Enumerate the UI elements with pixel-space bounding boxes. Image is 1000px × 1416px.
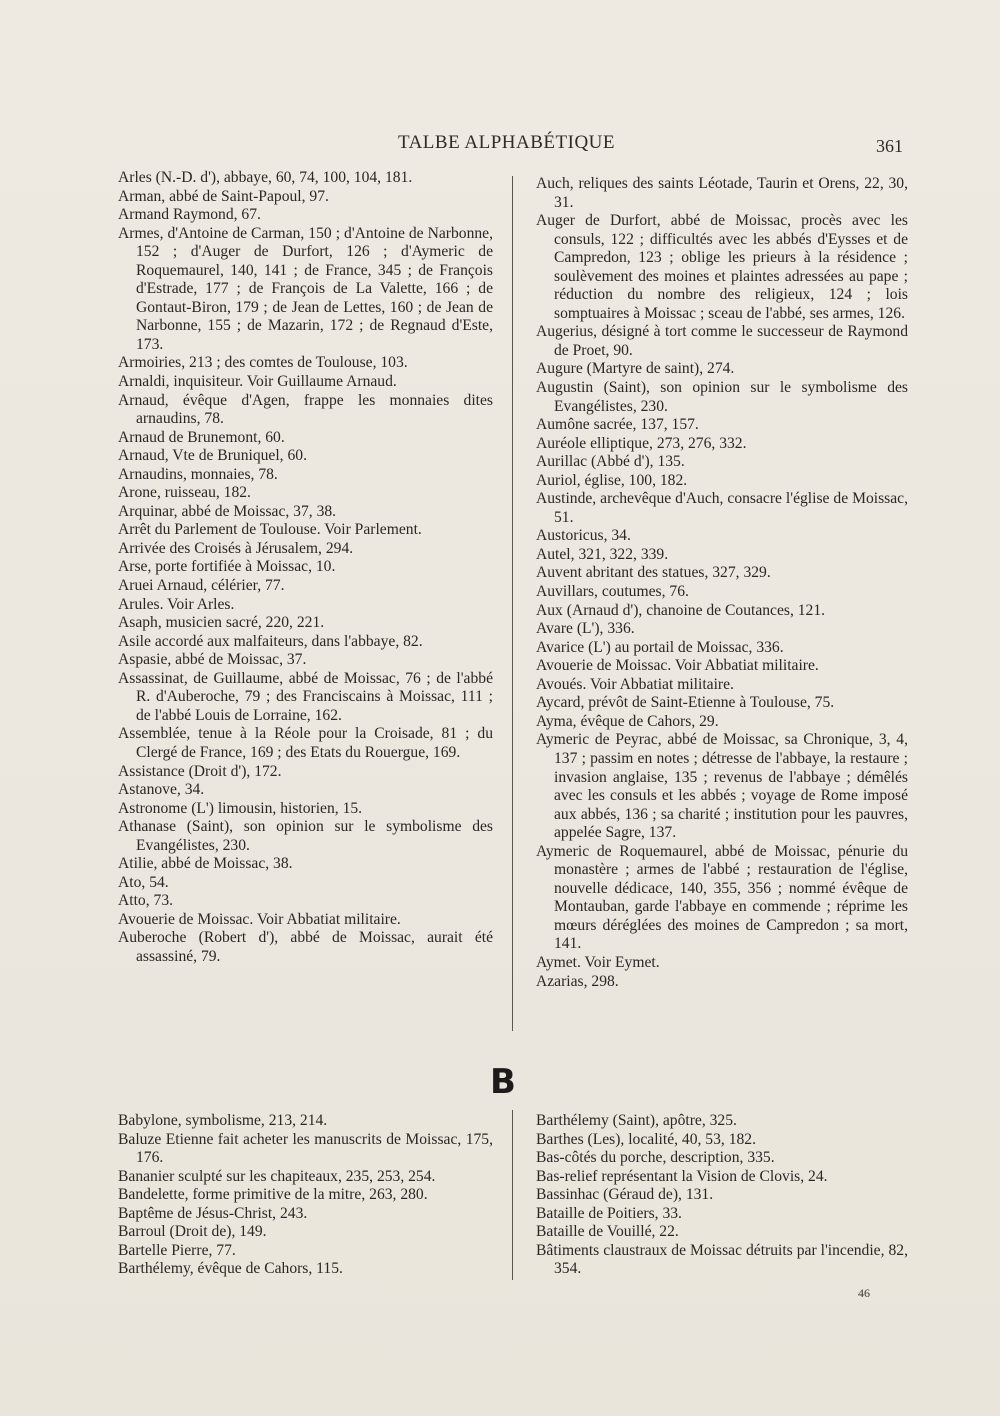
index-entry: Avare (L'), 336. (536, 620, 635, 638)
index-entry: Arrêt du Parlement de Toulouse. Voir Parlement. (118, 521, 422, 539)
running-head (0, 130, 1000, 160)
index-entry: Asaph, musicien sacré, 220, 221. (118, 614, 325, 632)
index-entry: Bataille de Vouillé, 22. (536, 1223, 679, 1241)
index-entry: Augure (Martyre de saint), 274. (536, 360, 735, 378)
index-entry: Astronome (L') limousin, historien, 15. (118, 799, 363, 817)
index-entry: Arone, ruisseau, 182. (118, 484, 251, 502)
index-entry: Auvent abritant des statues, 327, 329. (536, 564, 771, 582)
index-entry: Baluze Etienne fait acheter les manuscrits de Moissac, 175, 176. (118, 1130, 493, 1167)
index-entry: Ato, 54. (118, 873, 169, 891)
index-entry: Armand Raymond, 67. (118, 206, 261, 224)
index-entry: Bassinhac (Géraud de), 131. (536, 1186, 714, 1204)
index-entry: Arse, porte fortifiée à Moissac, 10. (118, 558, 336, 576)
index-entry: Arrivée des Croisés à Jérusalem, 294. (118, 539, 354, 557)
index-entry: Assemblée, tenue à la Réole pour la Croisade, 81 ; du Clergé de France, 169 ; des Etats du Rouergue, 169. (118, 725, 493, 761)
index-entry: Assassinat, de Guillaume, abbé de Moissac, 76 ; de l'abbé R. d'Auberoche, 79 ; des Franciscains à Moissac, 111 ; de l'abbé Louis de Lorraine, 162. (118, 669, 493, 724)
index-entry: Avouerie de Moissac. Voir Abbatiat militaire. (118, 910, 401, 928)
index-entry: Bas-relief représentant la Vision de Clovis, 24. (536, 1167, 828, 1185)
index-entry: Auch, reliques des saints Léotade, Taurin et Orens, 22, 30, 31. (536, 175, 908, 211)
index-entry: Barthes (Les), localité, 40, 53, 182. (536, 1130, 756, 1148)
index-entry: Aurillac (Abbé d'), 135. (536, 453, 685, 471)
index-entry: Aymeric de Peyrac, abbé de Moissac, sa Chronique, 3, 4, 137 ; passim en notes ; détresse de l'abbaye, la restaure ; invasion anglaise, 135 ; revenus de l'abbaye ; démêlés avec les consuls et les abbés ; voyage de Rome imposé aux abbés, 136 ; sa charité ; institution pour les pauvres, appelée Sagre, 137. (536, 731, 908, 842)
index-entry: Aycard, prévôt de Saint-Etienne à Toulouse, 75. (536, 694, 835, 712)
index-entry: Barthélemy (Saint), apôtre, 325. (536, 1112, 737, 1129)
index-entry: Austoricus, 34. (536, 527, 631, 545)
index-entry: Assistance (Droit d'), 172. (118, 762, 282, 780)
column-divider (512, 176, 513, 1031)
page-title: TALBE ALPHABÉTIQUE (398, 132, 615, 153)
index-entry: Aymet. Voir Eymet. (536, 953, 660, 971)
index-entry: Auréole elliptique, 273, 276, 332. (536, 434, 747, 452)
index-entry: Auger de Durfort, abbé de Moissac, procès avec les consuls, 122 ; difficultés avec les abbés d'Eysses et de Campredon, 123 ; oblige les prieurs à la résidence ; soulèvement des moines et plaintes adressées au pape ; réduction du nombre des religieux, 124 ; lois somptuaires à Moissac ; sceau de l'abbé, ses armes, 126. (536, 212, 908, 322)
index-entry: Arnaldi, inquisiteur. Voir Guillaume Arnaud. (118, 373, 397, 391)
index-entry: Bartelle Pierre, 77. (118, 1241, 236, 1259)
index-entry: Arules. Voir Arles. (118, 595, 235, 613)
index-entry: Aux (Arnaud d'), chanoine de Coutances, 121. (536, 601, 826, 619)
index-entry: Armoiries, 213 ; des comtes de Toulouse, 103. (118, 354, 408, 372)
index-entry: Auvillars, coutumes, 76. (536, 583, 689, 601)
index-entry: Barthélemy, évêque de Cahors, 115. (118, 1260, 343, 1278)
index-entry: Bas-côtés du porche, description, 335. (536, 1149, 775, 1167)
folio-number: 46 (858, 1286, 870, 1300)
index-entry: Austinde, archevêque d'Auch, consacre l'église de Moissac, 51. (536, 490, 908, 526)
index-entry: Auberoche (Robert d'), abbé de Moissac, aurait été assassiné, 79. (118, 929, 493, 965)
index-entry: Auriol, église, 100, 182. (536, 471, 688, 489)
index-entry: Arnaudins, monnaies, 78. (118, 465, 278, 483)
index-entry: Avouerie de Moissac. Voir Abbatiat militaire. (536, 657, 819, 675)
index-column-left-b (118, 1112, 493, 1279)
index-entry: Barroul (Droit de), 149. (118, 1223, 267, 1241)
index-entry: Asile accordé aux malfaiteurs, dans l'abbaye, 82. (118, 632, 423, 650)
index-entry: Augerius, désigné à tort comme le successeur de Raymond de Proet, 90. (536, 323, 908, 359)
index-entry: Arnaud, Vte de Bruniquel, 60. (118, 447, 307, 465)
index-entry: Bandelette, forme primitive de la mitre, 263, 280. (118, 1186, 428, 1204)
index-column-right-a (536, 175, 908, 991)
index-entry: Atilie, abbé de Moissac, 38. (118, 855, 293, 873)
index-entry: Bananier sculpté sur les chapiteaux, 235, 253, 254. (118, 1167, 436, 1185)
index-entry: Aymeric de Roquemaurel, abbé de Moissac, pénurie du monastère ; armes de l'abbé ; restauration de l'église, nouvelle dédicace, 140, 355, 356 ; nommé évêque de Montauban, garde l'abbaye en commende ; réprime les mœurs déréglées des moines de Campredon ; sa mort, 141. (536, 842, 908, 953)
index-entry: Arnaud, évêque d'Agen, frappe les monnaies dites arnaudins, 78. (118, 391, 493, 428)
index-entry: Baptême de Jésus-Christ, 243. (118, 1204, 308, 1222)
index-entry: Aspasie, abbé de Moissac, 37. (118, 651, 307, 669)
section-letter: B (490, 1062, 516, 1102)
index-entry: Ayma, évêque de Cahors, 29. (536, 712, 719, 730)
index-entry: Athanase (Saint), son opinion sur le symbolisme des Evangélistes, 230. (118, 818, 493, 854)
page-number: 361 (876, 136, 903, 156)
index-entry: Aruei Arnaud, célérier, 77. (118, 577, 285, 595)
index-entry: Arman, abbé de Saint-Papoul, 97. (118, 187, 329, 205)
index-entry: Avarice (L') au portail de Moissac, 336. (536, 638, 784, 656)
index-entry: Armes, d'Antoine de Carman, 150 ; d'Antoine de Narbonne, 152 ; d'Auger de Durfort, 126 ; d'Aymeric de Roquemaurel, 140, 141 ; de France, 345 ; de François d'Estrade, 177 ; de François de La Valette, 166 ; de Gontaut-Biron, 179 ; de Jean de Lettes, 160 ; de Jean de Narbonne, 155 ; de Mazarin, 172 ; de Regnaud d'Este, 173. (118, 224, 493, 353)
index-entry: Bataille de Poitiers, 33. (536, 1204, 682, 1222)
index-entry: Autel, 321, 322, 339. (536, 545, 669, 563)
index-entry: Atto, 73. (118, 892, 174, 910)
index-entry: Bâtiments claustraux de Moissac détruits par l'incendie, 82, 354. (536, 1241, 908, 1278)
index-entry: Aumône sacrée, 137, 157. (536, 416, 699, 434)
index-column-right-b (536, 1112, 908, 1279)
index-entry: Azarias, 298. (536, 972, 619, 990)
index-entry: Avoués. Voir Abbatiat militaire. (536, 675, 734, 693)
index-column-left-a (118, 169, 493, 967)
index-entry: Arles (N.-D. d'), abbaye, 60, 74, 100, 104, 181. (118, 169, 413, 186)
index-entry: Astanove, 34. (118, 781, 205, 799)
index-entry: Babylone, symbolisme, 213, 214. (118, 1112, 328, 1129)
index-entry: Augustin (Saint), son opinion sur le symbolisme des Evangélistes, 230. (536, 379, 908, 415)
column-divider (512, 1110, 513, 1280)
index-entry: Arquinar, abbé de Moissac, 37, 38. (118, 502, 337, 520)
index-entry: Arnaud de Brunemont, 60. (118, 428, 285, 446)
